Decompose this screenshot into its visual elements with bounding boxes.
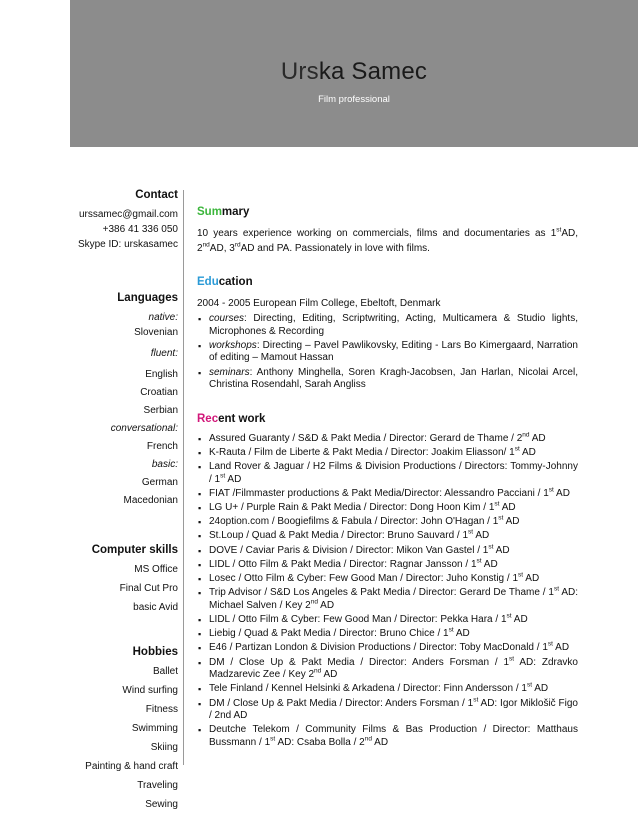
hobby-item: Fitness (145, 704, 178, 715)
list-item: ▪ FIAT /Filmmaster productions & Pakt Media/Director: Alessandro Pacciani / 1st AD (197, 488, 578, 501)
work-section (197, 412, 578, 750)
skills-section (60, 543, 178, 615)
education-list (197, 313, 578, 392)
list-item: ▪ E46 / Partizan London & Division Productions / Director: Toby MacDonald / 1st AD (197, 642, 578, 655)
education-line: 2004 - 2005 European Film College, Ebeltoft, Denmark (197, 298, 441, 309)
lang-group-label: conversational: (110, 423, 178, 434)
lang-group-label: basic: (151, 459, 178, 470)
main-content (197, 205, 578, 751)
lang-item: Slovenian (134, 327, 178, 338)
hobby-item: Swimming (131, 723, 178, 734)
list-item: ▪ Losec / Otto Film & Cyber: Few Good Man / Director: Juho Konstig / 1st AD (197, 573, 578, 586)
sidebar (60, 188, 178, 812)
list-item: ▪ Trip Advisor / S&D Los Angeles & Pakt Media / Director: Gerard De Thame / 1st AD: Michael Salven / Key 2nd AD (197, 587, 578, 612)
work-list (197, 433, 578, 750)
hobby-item: Painting & hand craft (85, 761, 178, 772)
list-item: ▪ St.Loup / Quad & Pakt Media / Director: Bruno Sauvard / 1st AD (197, 530, 578, 543)
lang-item: French (146, 441, 178, 452)
skill-item: MS Office (134, 564, 178, 575)
contact-title: Contact (135, 189, 178, 201)
name-first: Urs (280, 58, 319, 85)
hobby-item: Skiing (150, 742, 178, 753)
list-item: ▪ Land Rover & Jaguar / H2 Films & Division Productions / Directors: Tommy-Johnny / 1st AD (197, 461, 578, 486)
lang-group-label: fluent: (150, 348, 178, 359)
languages-section (60, 291, 178, 508)
lang-item: English (145, 369, 178, 380)
list-item: ▪ Assured Guaranty / S&D & Pakt Media / Director: Gerard de Thame / 2nd AD (197, 433, 578, 446)
education-title: Education (197, 276, 253, 288)
list-item: ▪ seminars: Anthony Minghella, Soren Kragh-Jacobsen, Jan Harlan, Nicolai Arcel, Christina Rosendahl, Sarah Angliss (197, 367, 578, 392)
list-item: ▪ courses: Directing, Editing, Scriptwriting, Acting, Multicamera & Studio lights, Microphones & Recording (197, 313, 578, 338)
email[interactable]: urssamec@gmail.com (78, 209, 178, 220)
hobbies-section (60, 645, 178, 812)
hobby-item: Traveling (137, 780, 178, 791)
summary-section (197, 205, 578, 256)
skill-item: Final Cut Pro (119, 583, 178, 594)
lang-item: Serbian (143, 405, 178, 416)
list-item: ▪ DOVE / Caviar Paris & Division / Director: Mikon Van Gastel / 1st AD (197, 545, 578, 558)
lang-item: Croatian (140, 387, 178, 398)
lang-item: Macedonian (123, 495, 178, 506)
summary-title: Summary (197, 206, 250, 218)
contact-section (60, 188, 178, 252)
lang-group-label: native: (148, 312, 178, 323)
list-item: ▪ workshops: Directing – Pavel Pawlikovsky, Editing - Lars Bo Kimergaard, Narration of editing – Mamout Hassan (197, 340, 578, 365)
list-item: ▪ LG U+ / Purple Rain & Pakt Media / Director: Dong Hoon Kim / 1st AD (197, 502, 578, 515)
list-item: ▪ Deutche Telekom / Community Films & Bas Production / Director: Matthaus Bussmann / 1st AD: Csaba Bolla / 2nd AD (197, 724, 578, 749)
page-title (70, 58, 638, 86)
subtitle: Film professional (318, 94, 390, 105)
list-item: ▪ LIDL / Otto Film & Pakt Media / Director: Ragnar Jansson / 1st AD (197, 559, 578, 572)
skills-title: Computer skills (91, 544, 178, 556)
work-title: Recent work (197, 412, 266, 425)
languages-title: Languages (117, 292, 178, 304)
list-item: ▪ LIDL / Otto Film & Cyber: Few Good Man / Director: Pekka Hara / 1st AD (197, 614, 578, 627)
vertical-divider (183, 190, 184, 765)
lang-item: German (141, 477, 178, 488)
skype-id: Skype ID: urskasamec (77, 239, 178, 250)
list-item: ▪ DM / Close Up & Pakt Media / Director: Anders Forsman / 1st AD: Igor Miklošič Figo / 2nd AD (197, 698, 578, 723)
hobby-item: Wind surfing (122, 685, 178, 696)
list-item: ▪ Tele Finland / Kennel Helsinki & Arkadena / Director: Finn Andersson / 1st AD (197, 683, 578, 696)
list-item: ▪ DM / Close Up & Pakt Media / Director: Anders Forsman / 1st AD: Zdravko Madzarevic Zee / Key 2nd AD (197, 657, 578, 682)
header-banner (70, 0, 638, 147)
phone: +386 41 336 050 (102, 224, 178, 235)
hobby-item: Ballet (152, 666, 178, 677)
list-item: ▪ Liebig / Quad & Pakt Media / Director: Bruno Chice / 1st AD (197, 628, 578, 641)
name-rest: ka Samec (318, 58, 428, 85)
hobbies-title: Hobbies (132, 646, 178, 658)
skill-item: basic Avid (133, 602, 178, 613)
hobby-item: Sewing (145, 799, 178, 810)
list-item: ▪ K-Rauta / Film de Liberte & Pakt Media / Director: Joakim Eliasson/ 1st AD (197, 447, 578, 460)
education-section (197, 275, 578, 392)
summary-text: 10 years experience working on commercials, films and documentaries as 1stAD, 2ndAD, 3rdAD and PA. Passionately in love with films. (197, 226, 578, 254)
list-item: ▪ 24option.com / Boogiefilms & Fabula / Director: John O'Hagan / 1st AD (197, 516, 578, 529)
